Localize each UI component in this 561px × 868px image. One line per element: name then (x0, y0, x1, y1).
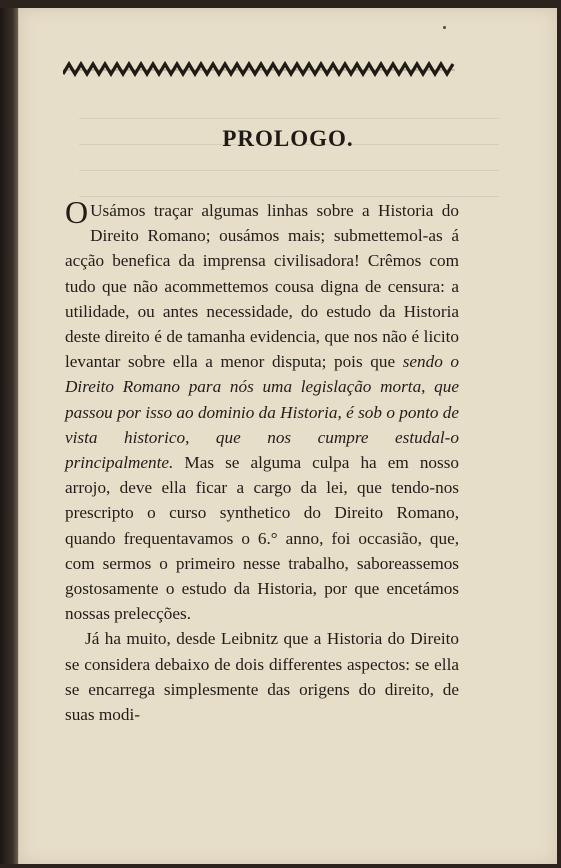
paragraph-1-text-e: Mas se alguma culpa ha em nosso arrojo, deve ella ficar a cargo da lei, que tendo-nos prescripto o curso synthetico do Direito Romano, quando frequentavamos o 6.° anno, foi occasião, que, com sermos o primeiro nesse trabalho, saboreassemos gostosamente o estudo da Historia, por que encetámos nossas prelecções. (65, 453, 459, 624)
paragraph-1-italic-2: que passou por isso ao dominio da Historia (65, 377, 459, 422)
paragraph-1-text-c: , (337, 402, 347, 422)
page-paper (18, 8, 557, 864)
page-title: PROLOGO. (222, 126, 354, 151)
ink-speck (443, 26, 446, 29)
paragraph-1-italic-1: sendo o Direito Romano para nós uma legislação morta (65, 352, 459, 397)
book-spine (0, 8, 18, 864)
paragraph-1-text-a: Usámos traçar algumas linhas sobre a Historia do Direito Romano; ousámos mais; submettemol-as á acção benefica da imprensa civilisadora! Crêmos com tudo que não acommettemos cousa digna de censura: a utilidade, ou antes necessidade, do estudo da Historia deste direito é de tamanha evidencia, que nos não é licito levantar sobre ella a menor disputa; pois que (65, 201, 459, 372)
paragraph-1-text-d: , (185, 427, 216, 447)
body-text (65, 194, 460, 727)
paragraph-2: Já ha muito, desde Leibnitz que a Historia do Direito se considera debaixo de dois differentes aspectos: se ella se encarrega simplesmente das origens do direito, de suas modi- (65, 629, 459, 725)
header-ornament (63, 60, 455, 78)
drop-cap: O (65, 194, 89, 230)
paragraph-1-italic-4: que nos cumpre estudal-o principalmente. (65, 427, 460, 473)
paragraph-1 (65, 194, 460, 626)
paragraph-1-text-b: , (421, 377, 435, 397)
paragraph-1-italic-3: é sob o ponto de vista historico (65, 402, 460, 447)
